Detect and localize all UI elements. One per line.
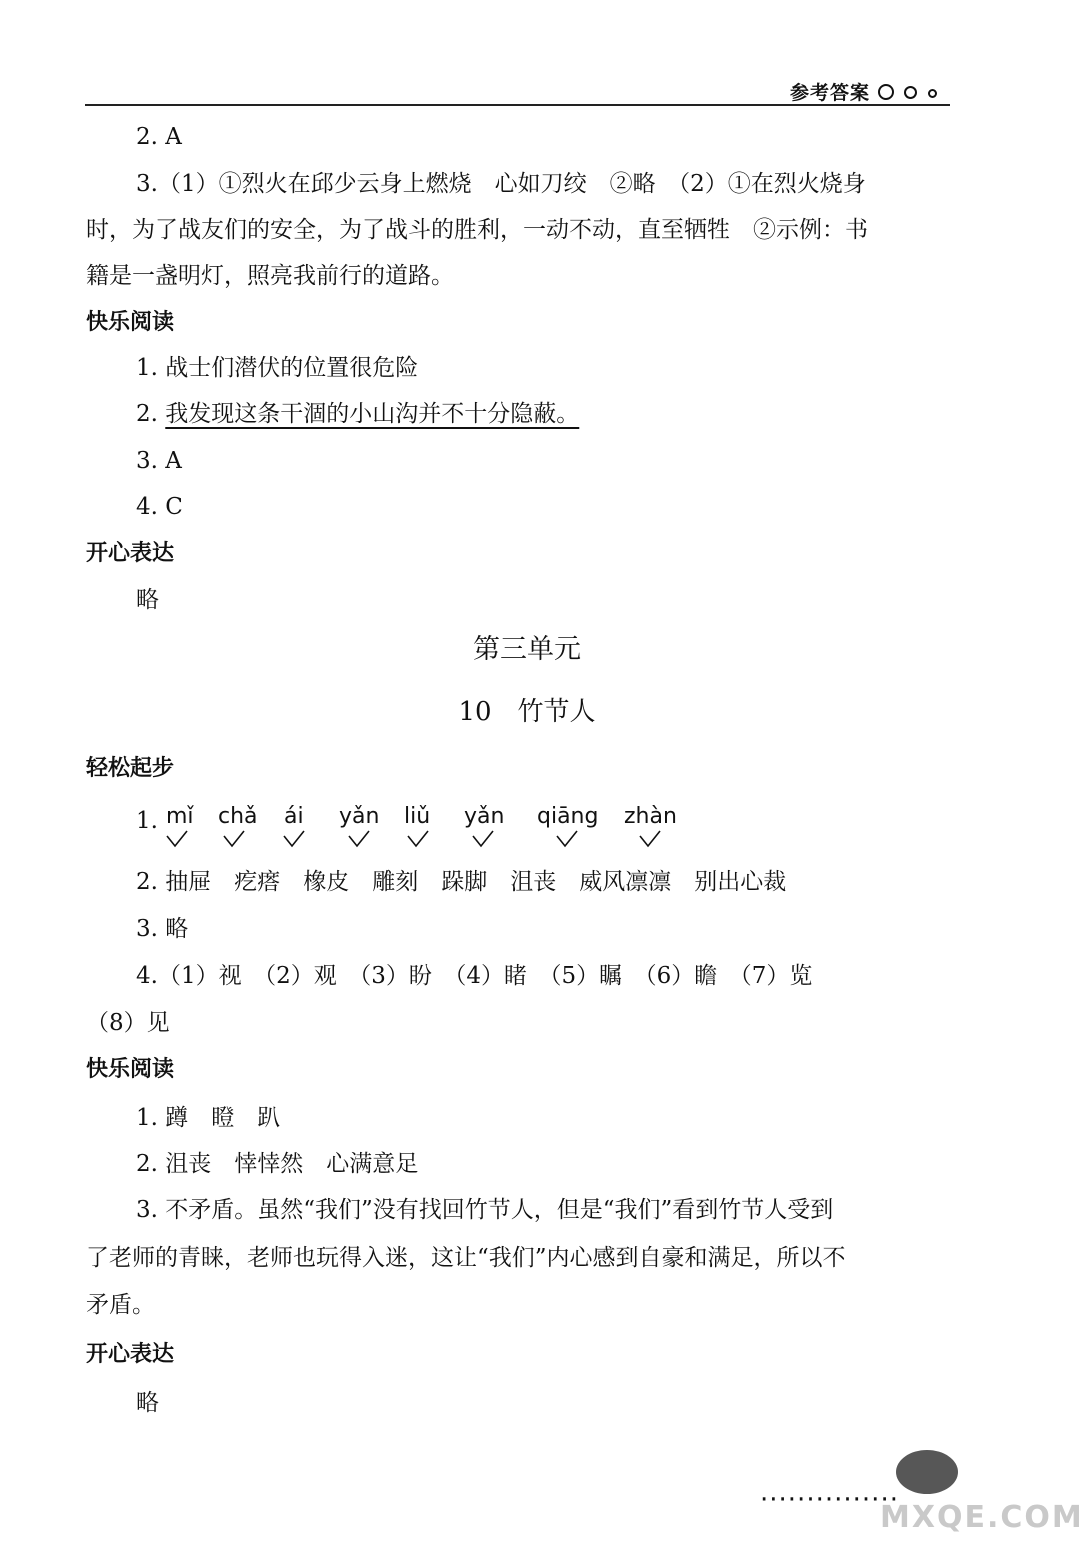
answer-line: 4. C xyxy=(136,494,183,520)
checkmark-icon xyxy=(407,830,429,848)
pinyin-item: yǎn xyxy=(339,804,380,829)
checkmark-icon xyxy=(223,830,245,848)
underlined-answer: 我发现这条干涸的小山沟并不十分隐蔽。 xyxy=(165,401,580,427)
section-heading: 开心表达 xyxy=(86,541,175,566)
header-dots-icon xyxy=(878,84,948,98)
page-emblem-icon xyxy=(896,1450,958,1494)
answer-line: 2. 沮丧 悻悻然 心满意足 xyxy=(136,1151,419,1177)
answer-line: 1. 蹲 瞪 趴 xyxy=(136,1105,281,1131)
answer-line: 4.（1）视 （2）观 （3）盼 （4）睹 （5）瞩 （6）瞻 （7）览 xyxy=(136,963,813,989)
answer-line: 2. 抽屉 疙瘩 橡皮 雕刻 跺脚 沮丧 威风凛凛 别出心裁 xyxy=(136,869,787,895)
answer-line: 3. 略 xyxy=(136,916,189,942)
pinyin-item: zhàn xyxy=(624,804,677,829)
answer-line: 时，为了战友们的安全，为了战斗的胜利，一动不动，直至牺牲 ②示例：书 xyxy=(86,217,868,243)
checkmark-icon xyxy=(556,830,578,848)
checkmark-icon xyxy=(166,830,188,848)
answer-line: 籍是一盏明灯，照亮我前行的道路。 xyxy=(86,263,454,289)
section-heading: 轻松起步 xyxy=(86,756,175,781)
answer-line: 1. 战士们潜伏的位置很危险 xyxy=(136,355,419,381)
pinyin-item: chǎ xyxy=(218,804,258,829)
answer-line: （8）见 xyxy=(86,1010,170,1036)
pinyin-item: qiāng xyxy=(537,804,599,829)
pinyin-item: ái xyxy=(284,804,304,829)
pinyin-item: yǎn xyxy=(464,804,505,829)
footer-dots: ··············· xyxy=(760,1485,899,1515)
checkmark-icon xyxy=(639,830,661,848)
pinyin-item: liǔ xyxy=(404,804,431,829)
answer-line: 略 xyxy=(136,587,159,613)
header-title: 参考答案 xyxy=(789,82,870,104)
section-heading: 开心表达 xyxy=(86,1342,175,1367)
answer-line: 矛盾。 xyxy=(86,1292,155,1318)
answer-line: 3.（1）①烈火在邱少云身上燃烧 心如刀绞 ②略 （2）①在烈火烧身 xyxy=(136,171,866,197)
checkmark-icon xyxy=(472,830,494,848)
answer-line: 3. 不矛盾。虽然“我们”没有找回竹节人，但是“我们”看到竹节人受到 xyxy=(136,1197,834,1223)
lesson-title: 10 竹节人 xyxy=(458,697,596,727)
checkmark-icon xyxy=(348,830,370,848)
answer-line xyxy=(136,399,579,429)
page-header xyxy=(85,72,950,106)
section-heading: 快乐阅读 xyxy=(86,1057,175,1082)
unit-title: 第三单元 xyxy=(473,634,581,665)
answer-line: 3. A xyxy=(136,448,182,474)
pinyin-item: mǐ xyxy=(166,804,194,829)
answer-line: 2. A xyxy=(136,124,182,150)
answer-number: 2. xyxy=(136,401,166,427)
answer-line: 略 xyxy=(136,1390,159,1416)
answer-line: 了老师的青睐，老师也玩得入迷，这让“我们”内心感到自豪和满足，所以不 xyxy=(86,1245,846,1271)
section-heading: 快乐阅读 xyxy=(86,310,175,335)
answer-number: 1. xyxy=(136,808,158,834)
watermark: MXQE.COM xyxy=(880,1500,1084,1535)
checkmark-icon xyxy=(283,830,305,848)
